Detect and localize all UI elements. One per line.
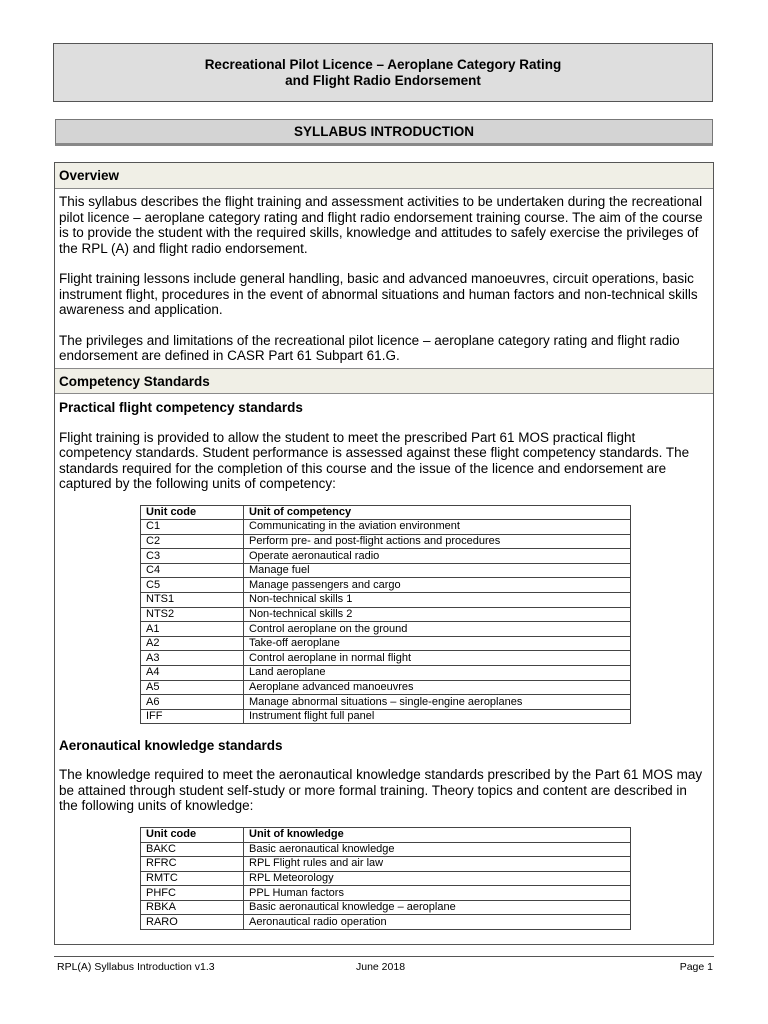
footer-divider — [54, 956, 714, 957]
unit-code-cell: C3 — [141, 549, 244, 564]
competency-heading: Competency Standards — [55, 368, 713, 394]
table-header-row — [141, 505, 631, 520]
unit-name-cell: PPL Human factors — [244, 886, 631, 901]
unit-name-cell: Aeronautical radio operation — [244, 915, 631, 930]
unit-name-cell: Land aeroplane — [244, 666, 631, 681]
unit-code-cell: RFRC — [141, 857, 244, 872]
unit-name-cell: Basic aeronautical knowledge — [244, 842, 631, 857]
document-title — [53, 43, 713, 102]
section-title: SYLLABUS INTRODUCTION — [55, 119, 713, 146]
overview-heading: Overview — [55, 163, 713, 189]
unit-code-cell: C1 — [141, 520, 244, 535]
overview-paragraph-3: The privileges and limitations of the recreational pilot licence – aeroplane category rating and flight radio endorsement are defined in CASR Part 61 Subpart 61.G. — [59, 332, 680, 363]
practical-subheading: Practical flight competency standards — [59, 399, 303, 415]
unit-code-cell: A1 — [141, 622, 244, 637]
unit-name-cell: Operate aeronautical radio — [244, 549, 631, 564]
column-header-unit-name: Unit of competency — [244, 505, 631, 520]
table-row — [141, 680, 631, 695]
aeronautical-subheading: Aeronautical knowledge standards — [59, 738, 283, 754]
column-header-unit-name: Unit of knowledge — [244, 827, 631, 842]
practical-paragraph: Flight training is provided to allow the student to meet the prescribed Part 61 MOS practical flight competency standards. Student performance is assessed against these flight competency standards. The standards required for the completion of this course and the issue of the licence and endorsement are captured by the following units of competency: — [59, 429, 690, 491]
unit-code-cell: NTS1 — [141, 593, 244, 608]
table-row — [141, 563, 631, 578]
table-row — [141, 900, 631, 915]
table-row — [141, 607, 631, 622]
unit-name-cell: Control aeroplane in normal flight — [244, 651, 631, 666]
table-row — [141, 871, 631, 886]
unit-code-cell: C4 — [141, 563, 244, 578]
footer-page-number: Page 1 — [679, 961, 713, 973]
footer-document-name: RPL(A) Syllabus Introduction v1.3 — [57, 961, 215, 973]
content-box — [54, 162, 714, 945]
unit-code-cell: A5 — [141, 680, 244, 695]
table-row — [141, 915, 631, 930]
unit-code-cell: A2 — [141, 636, 244, 651]
unit-code-cell: BAKC — [141, 842, 244, 857]
unit-code-cell: A3 — [141, 651, 244, 666]
table-row — [141, 651, 631, 666]
table-row — [141, 636, 631, 651]
unit-code-cell: RARO — [141, 915, 244, 930]
competency-table — [140, 505, 631, 725]
title-line-1: Recreational Pilot Licence – Aeroplane Category Rating — [204, 56, 562, 72]
unit-name-cell: Aeroplane advanced manoeuvres — [244, 680, 631, 695]
table-row — [141, 857, 631, 872]
footer-date: June 2018 — [356, 961, 406, 973]
unit-name-cell: Perform pre- and post-flight actions and procedures — [244, 534, 631, 549]
table-row — [141, 593, 631, 608]
overview-paragraph-1: This syllabus describes the flight training and assessment activities to be undertaken during the recreational pilot licence – aeroplane category rating and flight radio endorsement training course. The aim of the course is to provide the student with the required skills, knowledge and attitudes to safely exercise the privileges of the RPL (A) and flight radio endorsement. — [59, 194, 703, 256]
table-row — [141, 666, 631, 681]
table-row — [141, 549, 631, 564]
unit-code-cell: IFF — [141, 709, 244, 724]
table-row — [141, 842, 631, 857]
table-row — [141, 534, 631, 549]
knowledge-table — [140, 827, 631, 930]
unit-name-cell: RPL Flight rules and air law — [244, 857, 631, 872]
table-row — [141, 886, 631, 901]
unit-name-cell: Take-off aeroplane — [244, 636, 631, 651]
table-row — [141, 695, 631, 710]
unit-name-cell: Instrument flight full panel — [244, 709, 631, 724]
unit-name-cell: Non-technical skills 1 — [244, 593, 631, 608]
unit-code-cell: C2 — [141, 534, 244, 549]
overview-paragraph-2: Flight training lessons include general handling, basic and advanced manoeuvres, circuit operations, basic instrument flight, procedures in the event of abnormal situations and human factors and non-technical skills awareness and application. — [59, 271, 698, 317]
unit-name-cell: Manage fuel — [244, 563, 631, 578]
unit-code-cell: A4 — [141, 666, 244, 681]
unit-name-cell: Communicating in the aviation environment — [244, 520, 631, 535]
unit-name-cell: Non-technical skills 2 — [244, 607, 631, 622]
unit-name-cell: Basic aeronautical knowledge – aeroplane — [244, 900, 631, 915]
table-row — [141, 578, 631, 593]
table-row — [141, 709, 631, 724]
table-row — [141, 622, 631, 637]
unit-name-cell: Manage abnormal situations – single-engine aeroplanes — [244, 695, 631, 710]
table-row — [141, 520, 631, 535]
title-line-2: and Flight Radio Endorsement — [285, 72, 481, 88]
aeronautical-paragraph: The knowledge required to meet the aeronautical knowledge standards prescribed by the Part 61 MOS may be attained through student self-study or more formal training. Theory topics and content are described in the following units of knowledge: — [59, 767, 703, 814]
unit-code-cell: NTS2 — [141, 607, 244, 622]
unit-code-cell: RMTC — [141, 871, 244, 886]
column-header-unit-code: Unit code — [141, 827, 244, 842]
table-header-row — [141, 827, 631, 842]
unit-code-cell: PHFC — [141, 886, 244, 901]
unit-name-cell: RPL Meteorology — [244, 871, 631, 886]
unit-name-cell: Control aeroplane on the ground — [244, 622, 631, 637]
column-header-unit-code: Unit code — [141, 505, 244, 520]
unit-code-cell: C5 — [141, 578, 244, 593]
unit-code-cell: RBKA — [141, 900, 244, 915]
unit-code-cell: A6 — [141, 695, 244, 710]
unit-name-cell: Manage passengers and cargo — [244, 578, 631, 593]
